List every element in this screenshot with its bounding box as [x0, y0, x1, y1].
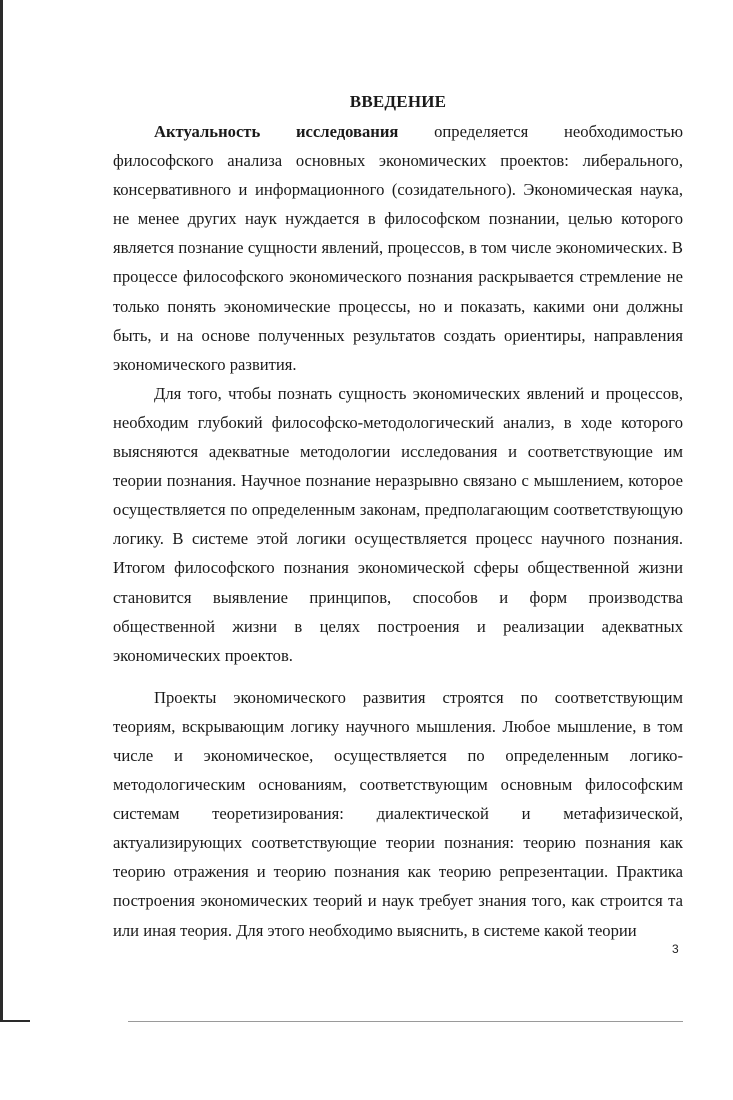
paragraph-text: определяется необходимостью философского анализа основных экономических проектов: либерального, консервативного и информационного (созидательного). Экономическая наука, не менее других наук нуждается в философском познании, целью которого является познание сущности явлений, процессов, в том числе экономических. В процессе философского экономического познания раскрывается стремление не только понять экономические процессы, но и показать, какими они должны быть, и на основе полученных результатов создать ориентиры, направления экономического развития.	[113, 122, 683, 374]
paragraph-methodology	[113, 379, 683, 670]
scan-edge-left	[0, 0, 3, 1022]
paragraph-text: Проекты экономического развития строятся по соответствующим теориям, вскрывающим логику научного мышления. Любое мышление, в том числе и экономическое, осуществляется по определенным логико-методологическим основаниям, соответствующим основным философским системам теоретизирования: диалектической и метафизической, актуализирующих соответствующие теории познания: теорию познания как теорию отражения и теорию познания как теорию репрезентации. Практика построения экономических теорий и наук требует знания того, как строится та или иная теория. Для этого необходимо выяснить, в системе какой теории	[113, 687, 683, 940]
footer-rule	[128, 1021, 683, 1022]
page-number: 3	[672, 942, 679, 956]
paragraph-projects	[113, 683, 683, 945]
paragraph-lead: Актуальность исследования	[154, 122, 399, 141]
document-page	[113, 88, 683, 945]
page-title: ВВЕДЕНИЕ	[349, 92, 447, 111]
scan-edge-bottom	[0, 1020, 30, 1022]
paragraph-relevance	[113, 117, 683, 379]
paragraph-text: Для того, чтобы познать сущность экономических явлений и процессов, необходим глубокий философско-методологический анализ, в ходе которого выясняются адекватные методологии исследования и соответствующие им теории познания. Научное познание неразрывно связано с мышлением, которое осуществляется по определенным законам, предполагающим соответствующую логику. В системе этой логики осуществляется процесс научного познания. Итогом философского познания экономической сферы общественной жизни становится выявление принципов, способов и форм производства общественной жизни в целях построения и реализации адекватных экономических проектов.	[113, 383, 683, 665]
